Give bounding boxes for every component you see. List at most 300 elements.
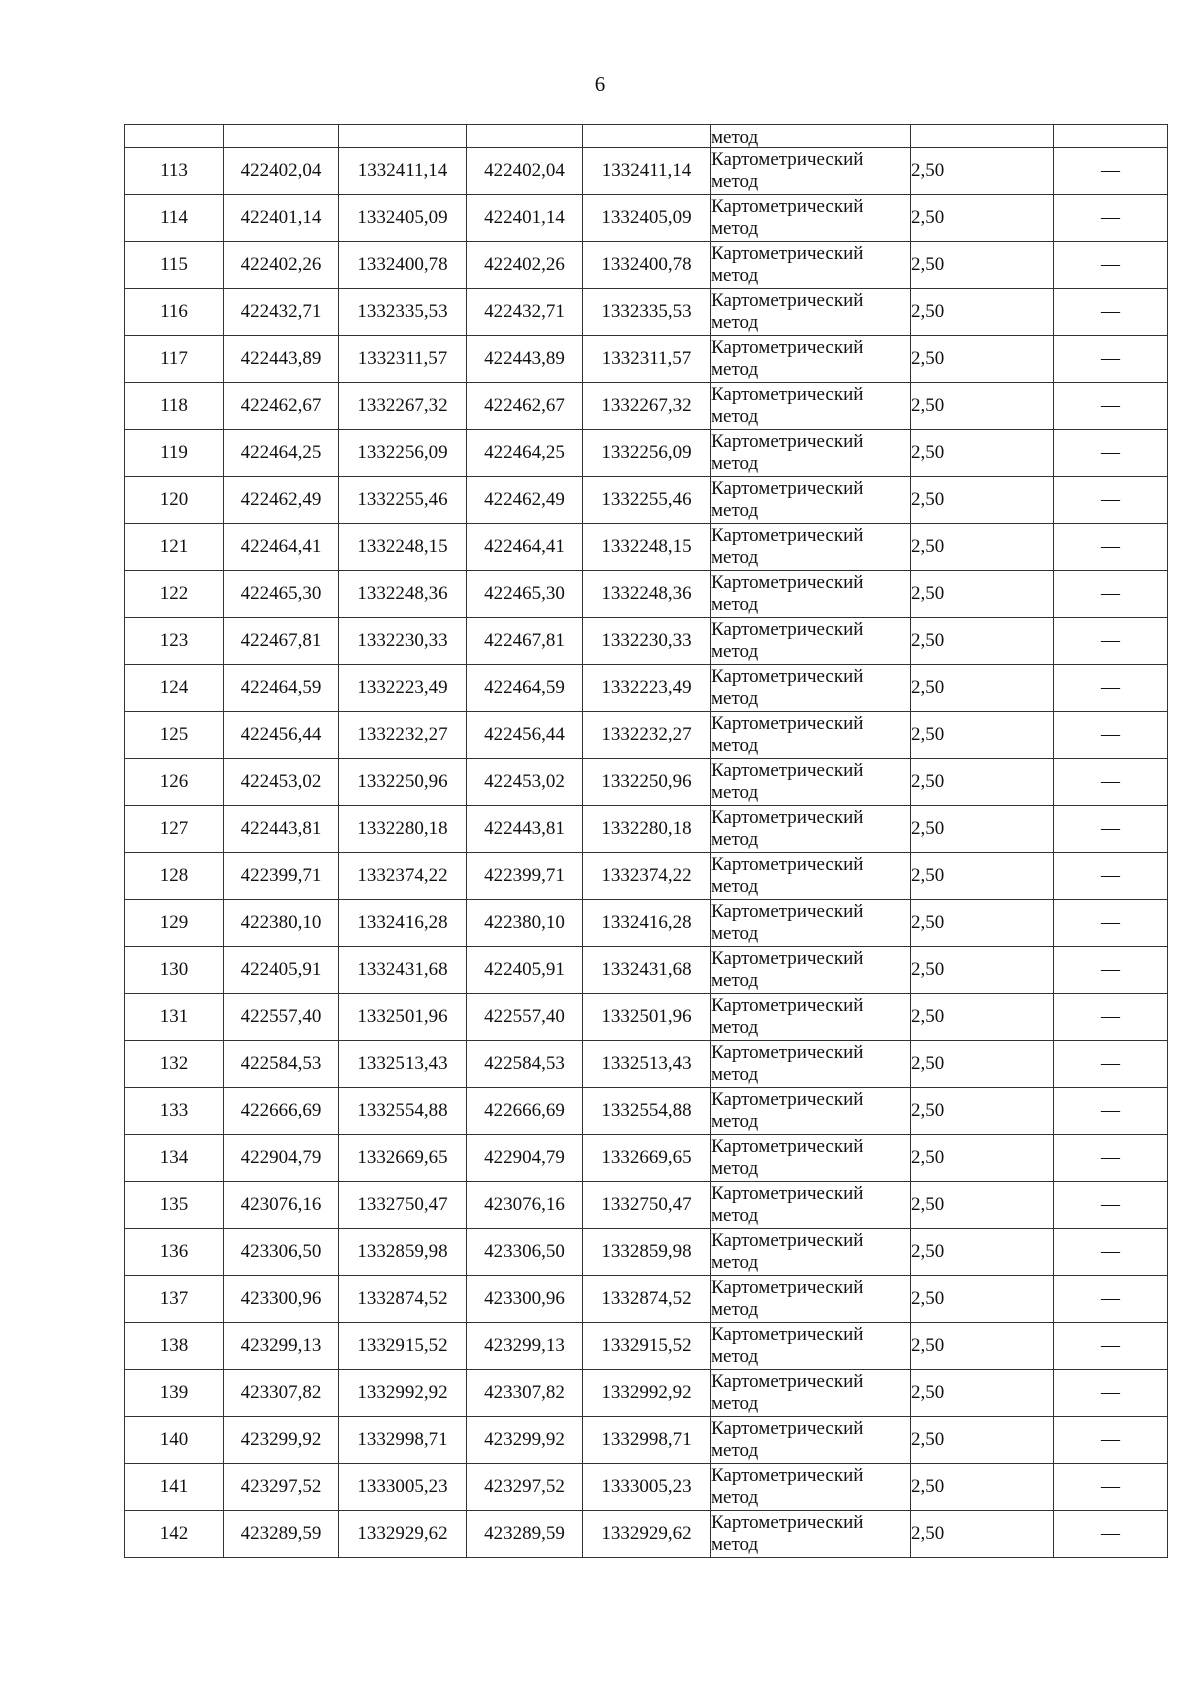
x-coordinate-cell: 422453,02 xyxy=(467,759,583,806)
method-cell xyxy=(711,806,911,853)
accuracy-cell: 2,50 xyxy=(911,430,1054,477)
method-line: метод xyxy=(711,688,759,709)
x-coordinate-cell: 422666,69 xyxy=(224,1088,339,1135)
accuracy-cell: 2,50 xyxy=(911,383,1054,430)
y-coordinate-cell: 1332248,15 xyxy=(583,524,711,571)
method-cell xyxy=(711,759,911,806)
y-coordinate-cell: 1333005,23 xyxy=(583,1464,711,1511)
method-line: метод xyxy=(711,1487,759,1508)
table-row xyxy=(125,571,1168,618)
table-row xyxy=(125,1229,1168,1276)
y-coordinate-cell: 1332250,96 xyxy=(583,759,711,806)
accuracy-cell: 2,50 xyxy=(911,618,1054,665)
x-coordinate-cell: 422464,59 xyxy=(467,665,583,712)
table-row xyxy=(125,1370,1168,1417)
method-line: Картометрический xyxy=(711,572,864,593)
method-cell xyxy=(711,1370,911,1417)
x-coordinate-cell: 423306,50 xyxy=(467,1229,583,1276)
y-coordinate-cell: 1332267,32 xyxy=(583,383,711,430)
y-coordinate-cell: 1332256,09 xyxy=(583,430,711,477)
point-number-cell: 127 xyxy=(125,806,224,853)
x-coordinate-cell: 422405,91 xyxy=(467,947,583,994)
table-row xyxy=(125,806,1168,853)
table-row xyxy=(125,524,1168,571)
y-coordinate-cell: 1332248,15 xyxy=(339,524,467,571)
accuracy-cell: 2,50 xyxy=(911,712,1054,759)
y-coordinate-cell: 1332280,18 xyxy=(339,806,467,853)
method-cell xyxy=(711,1229,911,1276)
y-coordinate-cell: 1332230,33 xyxy=(339,618,467,665)
accuracy-cell: 2,50 xyxy=(911,1182,1054,1229)
note-cell: — xyxy=(1054,1229,1168,1276)
note-cell: — xyxy=(1054,289,1168,336)
method-line: метод xyxy=(711,735,759,756)
y-coordinate-cell: 1332400,78 xyxy=(583,242,711,289)
table-row xyxy=(125,1135,1168,1182)
method-cell xyxy=(711,148,911,195)
y-coordinate-cell: 1332513,43 xyxy=(339,1041,467,1088)
x-coordinate-cell: 422456,44 xyxy=(467,712,583,759)
note-cell: — xyxy=(1054,1417,1168,1464)
y-coordinate-cell: 1332992,92 xyxy=(339,1370,467,1417)
y-coordinate-cell: 1332255,46 xyxy=(583,477,711,524)
method-cell xyxy=(711,1276,911,1323)
method-line: метод xyxy=(711,500,759,521)
table-row xyxy=(125,148,1168,195)
table-row xyxy=(125,1041,1168,1088)
point-number-cell: 120 xyxy=(125,477,224,524)
point-number-cell: 141 xyxy=(125,1464,224,1511)
y-coordinate-cell: 1332554,88 xyxy=(583,1088,711,1135)
x-coordinate-cell: 422904,79 xyxy=(467,1135,583,1182)
table-row xyxy=(125,1182,1168,1229)
method-cell xyxy=(711,524,911,571)
table-row xyxy=(125,1464,1168,1511)
coordinates-table-body xyxy=(125,125,1168,1558)
table-cell xyxy=(339,125,467,148)
y-coordinate-cell: 1332335,53 xyxy=(339,289,467,336)
y-coordinate-cell: 1332248,36 xyxy=(583,571,711,618)
point-number-cell: 113 xyxy=(125,148,224,195)
note-cell: — xyxy=(1054,477,1168,524)
table-row xyxy=(125,477,1168,524)
table-cell xyxy=(583,125,711,148)
x-coordinate-cell: 423297,52 xyxy=(467,1464,583,1511)
method-line: метод xyxy=(711,923,759,944)
accuracy-cell: 2,50 xyxy=(911,853,1054,900)
note-cell: — xyxy=(1054,195,1168,242)
method-line: метод xyxy=(711,1393,759,1414)
table-row xyxy=(125,430,1168,477)
method-line: Картометрический xyxy=(711,619,864,640)
y-coordinate-cell: 1332374,22 xyxy=(339,853,467,900)
table-row xyxy=(125,1276,1168,1323)
table-row xyxy=(125,336,1168,383)
x-coordinate-cell: 422380,10 xyxy=(224,900,339,947)
method-cell xyxy=(711,242,911,289)
table-row xyxy=(125,900,1168,947)
x-coordinate-cell: 423289,59 xyxy=(467,1511,583,1558)
table-row xyxy=(125,994,1168,1041)
y-coordinate-cell: 1332554,88 xyxy=(339,1088,467,1135)
point-number-cell: 122 xyxy=(125,571,224,618)
note-cell: — xyxy=(1054,571,1168,618)
method-line: Картометрический xyxy=(711,1089,864,1110)
x-coordinate-cell: 422462,49 xyxy=(467,477,583,524)
accuracy-cell: 2,50 xyxy=(911,477,1054,524)
method-line: Картометрический xyxy=(711,760,864,781)
point-number-cell: 137 xyxy=(125,1276,224,1323)
method-line: Картометрический xyxy=(711,478,864,499)
note-cell: — xyxy=(1054,242,1168,289)
x-coordinate-cell: 422432,71 xyxy=(467,289,583,336)
note-cell: — xyxy=(1054,994,1168,1041)
method-cell xyxy=(711,571,911,618)
x-coordinate-cell: 422462,67 xyxy=(224,383,339,430)
x-coordinate-cell: 422462,67 xyxy=(467,383,583,430)
accuracy-cell: 2,50 xyxy=(911,242,1054,289)
y-coordinate-cell: 1332232,27 xyxy=(583,712,711,759)
point-number-cell: 117 xyxy=(125,336,224,383)
y-coordinate-cell: 1332513,43 xyxy=(583,1041,711,1088)
y-coordinate-cell: 1332232,27 xyxy=(339,712,467,759)
table-cell xyxy=(224,125,339,148)
note-cell: — xyxy=(1054,336,1168,383)
x-coordinate-cell: 422380,10 xyxy=(467,900,583,947)
y-coordinate-cell: 1332998,71 xyxy=(583,1417,711,1464)
point-number-cell: 116 xyxy=(125,289,224,336)
note-cell: — xyxy=(1054,1182,1168,1229)
y-coordinate-cell: 1332405,09 xyxy=(339,195,467,242)
method-line: метод xyxy=(711,1017,759,1038)
table-row xyxy=(125,759,1168,806)
x-coordinate-cell: 422464,25 xyxy=(467,430,583,477)
note-cell: — xyxy=(1054,947,1168,994)
method-line: Картометрический xyxy=(711,1042,864,1063)
table-row xyxy=(125,618,1168,665)
note-cell: — xyxy=(1054,853,1168,900)
x-coordinate-cell: 423307,82 xyxy=(467,1370,583,1417)
note-cell: — xyxy=(1054,1323,1168,1370)
accuracy-cell: 2,50 xyxy=(911,336,1054,383)
table-row xyxy=(125,289,1168,336)
y-coordinate-cell: 1332223,49 xyxy=(339,665,467,712)
y-coordinate-cell: 1332248,36 xyxy=(339,571,467,618)
method-line: Картометрический xyxy=(711,1371,864,1392)
x-coordinate-cell: 423307,82 xyxy=(224,1370,339,1417)
method-line: метод xyxy=(711,876,759,897)
method-line: Картометрический xyxy=(711,243,864,264)
x-coordinate-cell: 422465,30 xyxy=(467,571,583,618)
method-line: метод xyxy=(711,547,759,568)
method-line: метод xyxy=(711,1346,759,1367)
y-coordinate-cell: 1332416,28 xyxy=(339,900,467,947)
y-coordinate-cell: 1332411,14 xyxy=(339,148,467,195)
method-line: Картометрический xyxy=(711,337,864,358)
point-number-cell: 135 xyxy=(125,1182,224,1229)
y-coordinate-cell: 1332859,98 xyxy=(339,1229,467,1276)
y-coordinate-cell: 1333005,23 xyxy=(339,1464,467,1511)
method-cell xyxy=(711,1417,911,1464)
y-coordinate-cell: 1332929,62 xyxy=(339,1511,467,1558)
x-coordinate-cell: 422453,02 xyxy=(224,759,339,806)
accuracy-cell: 2,50 xyxy=(911,947,1054,994)
accuracy-cell: 2,50 xyxy=(911,289,1054,336)
x-coordinate-cell: 422402,26 xyxy=(467,242,583,289)
method-line: метод xyxy=(711,1111,759,1132)
x-coordinate-cell: 423076,16 xyxy=(224,1182,339,1229)
accuracy-cell: 2,50 xyxy=(911,900,1054,947)
method-line: метод xyxy=(711,829,759,850)
method-cell: метод xyxy=(711,125,911,148)
method-cell xyxy=(711,1182,911,1229)
method-cell xyxy=(711,1135,911,1182)
y-coordinate-cell: 1332374,22 xyxy=(583,853,711,900)
x-coordinate-cell: 422443,81 xyxy=(224,806,339,853)
note-cell: — xyxy=(1054,759,1168,806)
x-coordinate-cell: 422464,25 xyxy=(224,430,339,477)
note-cell: — xyxy=(1054,806,1168,853)
y-coordinate-cell: 1332669,65 xyxy=(583,1135,711,1182)
table-row xyxy=(125,947,1168,994)
accuracy-cell: 2,50 xyxy=(911,759,1054,806)
note-cell: — xyxy=(1054,1464,1168,1511)
table-cell xyxy=(1054,125,1168,148)
x-coordinate-cell: 422402,04 xyxy=(224,148,339,195)
y-coordinate-cell: 1332750,47 xyxy=(583,1182,711,1229)
point-number-cell: 114 xyxy=(125,195,224,242)
x-coordinate-cell: 422401,14 xyxy=(467,195,583,242)
point-number-cell: 132 xyxy=(125,1041,224,1088)
point-number-cell: 139 xyxy=(125,1370,224,1417)
x-coordinate-cell: 423299,92 xyxy=(467,1417,583,1464)
accuracy-cell: 2,50 xyxy=(911,1464,1054,1511)
x-coordinate-cell: 423297,52 xyxy=(224,1464,339,1511)
accuracy-cell: 2,50 xyxy=(911,195,1054,242)
x-coordinate-cell: 423076,16 xyxy=(467,1182,583,1229)
point-number-cell: 125 xyxy=(125,712,224,759)
method-line: метод xyxy=(711,1299,759,1320)
x-coordinate-cell: 422402,26 xyxy=(224,242,339,289)
note-cell: — xyxy=(1054,665,1168,712)
table-row xyxy=(125,712,1168,759)
method-line: метод xyxy=(711,594,759,615)
x-coordinate-cell: 422443,81 xyxy=(467,806,583,853)
point-number-cell: 124 xyxy=(125,665,224,712)
x-coordinate-cell: 422464,41 xyxy=(467,524,583,571)
method-line: Картометрический xyxy=(711,1324,864,1345)
y-coordinate-cell: 1332669,65 xyxy=(339,1135,467,1182)
method-cell xyxy=(711,712,911,759)
x-coordinate-cell: 422399,71 xyxy=(224,853,339,900)
table-row xyxy=(125,853,1168,900)
method-cell xyxy=(711,853,911,900)
note-cell: — xyxy=(1054,1370,1168,1417)
method-cell xyxy=(711,477,911,524)
table-row xyxy=(125,1511,1168,1558)
x-coordinate-cell: 422443,89 xyxy=(467,336,583,383)
x-coordinate-cell: 423300,96 xyxy=(467,1276,583,1323)
y-coordinate-cell: 1332998,71 xyxy=(339,1417,467,1464)
method-cell xyxy=(711,336,911,383)
note-cell: — xyxy=(1054,712,1168,759)
table-row xyxy=(125,1323,1168,1370)
x-coordinate-cell: 422456,44 xyxy=(224,712,339,759)
y-coordinate-cell: 1332874,52 xyxy=(583,1276,711,1323)
method-line: Картометрический xyxy=(711,901,864,922)
y-coordinate-cell: 1332256,09 xyxy=(339,430,467,477)
y-coordinate-cell: 1332411,14 xyxy=(583,148,711,195)
note-cell: — xyxy=(1054,524,1168,571)
method-line: метод xyxy=(711,641,759,662)
method-cell xyxy=(711,195,911,242)
method-line: метод xyxy=(711,359,759,380)
method-line: Картометрический xyxy=(711,525,864,546)
method-line: метод xyxy=(711,1440,759,1461)
table-row xyxy=(125,1088,1168,1135)
method-line: Картометрический xyxy=(711,854,864,875)
method-line: метод xyxy=(711,1252,759,1273)
x-coordinate-cell: 423299,13 xyxy=(467,1323,583,1370)
x-coordinate-cell: 422904,79 xyxy=(224,1135,339,1182)
x-coordinate-cell: 423306,50 xyxy=(224,1229,339,1276)
method-cell xyxy=(711,383,911,430)
method-line: Картометрический xyxy=(711,1136,864,1157)
point-number-cell: 128 xyxy=(125,853,224,900)
x-coordinate-cell: 423299,92 xyxy=(224,1417,339,1464)
method-line: Картометрический xyxy=(711,384,864,405)
point-number-cell: 130 xyxy=(125,947,224,994)
method-cell xyxy=(711,430,911,477)
method-cell xyxy=(711,1511,911,1558)
note-cell: — xyxy=(1054,1088,1168,1135)
method-cell xyxy=(711,1464,911,1511)
x-coordinate-cell: 422584,53 xyxy=(467,1041,583,1088)
method-line: метод xyxy=(711,453,759,474)
x-coordinate-cell: 422399,71 xyxy=(467,853,583,900)
y-coordinate-cell: 1332874,52 xyxy=(339,1276,467,1323)
y-coordinate-cell: 1332992,92 xyxy=(583,1370,711,1417)
y-coordinate-cell: 1332280,18 xyxy=(583,806,711,853)
x-coordinate-cell: 422401,14 xyxy=(224,195,339,242)
table-row xyxy=(125,383,1168,430)
table-row xyxy=(125,242,1168,289)
method-line: Картометрический xyxy=(711,1512,864,1533)
method-line: Картометрический xyxy=(711,196,864,217)
x-coordinate-cell: 422462,49 xyxy=(224,477,339,524)
method-cell xyxy=(711,994,911,1041)
method-line: Картометрический xyxy=(711,149,864,170)
x-coordinate-cell: 422432,71 xyxy=(224,289,339,336)
point-number-cell: 134 xyxy=(125,1135,224,1182)
accuracy-cell: 2,50 xyxy=(911,524,1054,571)
y-coordinate-cell: 1332311,57 xyxy=(339,336,467,383)
point-number-cell: 138 xyxy=(125,1323,224,1370)
point-number-cell: 118 xyxy=(125,383,224,430)
y-coordinate-cell: 1332267,32 xyxy=(339,383,467,430)
accuracy-cell: 2,50 xyxy=(911,1370,1054,1417)
method-line: Картометрический xyxy=(711,807,864,828)
method-cell xyxy=(711,1323,911,1370)
x-coordinate-cell: 422464,59 xyxy=(224,665,339,712)
method-line: метод xyxy=(711,970,759,991)
method-line: метод xyxy=(711,1534,759,1555)
point-number-cell: 142 xyxy=(125,1511,224,1558)
point-number-cell: 133 xyxy=(125,1088,224,1135)
table-cell xyxy=(911,125,1054,148)
y-coordinate-cell: 1332223,49 xyxy=(583,665,711,712)
y-coordinate-cell: 1332250,96 xyxy=(339,759,467,806)
y-coordinate-cell: 1332915,52 xyxy=(583,1323,711,1370)
accuracy-cell: 2,50 xyxy=(911,1135,1054,1182)
x-coordinate-cell: 422405,91 xyxy=(224,947,339,994)
method-line: Картометрический xyxy=(711,713,864,734)
point-number-cell: 136 xyxy=(125,1229,224,1276)
point-number-cell: 126 xyxy=(125,759,224,806)
y-coordinate-cell: 1332750,47 xyxy=(339,1182,467,1229)
method-line: метод xyxy=(711,1158,759,1179)
method-cell xyxy=(711,900,911,947)
method-line: Картометрический xyxy=(711,1183,864,1204)
method-line: метод xyxy=(711,312,759,333)
note-cell: — xyxy=(1054,383,1168,430)
method-line: Картометрический xyxy=(711,290,864,311)
x-coordinate-cell: 423299,13 xyxy=(224,1323,339,1370)
method-line: Картометрический xyxy=(711,666,864,687)
y-coordinate-cell: 1332929,62 xyxy=(583,1511,711,1558)
continuation-row xyxy=(125,125,1168,148)
y-coordinate-cell: 1332416,28 xyxy=(583,900,711,947)
point-number-cell: 115 xyxy=(125,242,224,289)
accuracy-cell: 2,50 xyxy=(911,148,1054,195)
note-cell: — xyxy=(1054,148,1168,195)
point-number-cell: 129 xyxy=(125,900,224,947)
accuracy-cell: 2,50 xyxy=(911,665,1054,712)
x-coordinate-cell: 422464,41 xyxy=(224,524,339,571)
y-coordinate-cell: 1332431,68 xyxy=(583,947,711,994)
method-line: Картометрический xyxy=(711,1465,864,1486)
method-line: метод xyxy=(711,265,759,286)
accuracy-cell: 2,50 xyxy=(911,806,1054,853)
note-cell: — xyxy=(1054,1276,1168,1323)
point-number-cell: 119 xyxy=(125,430,224,477)
method-cell xyxy=(711,289,911,336)
x-coordinate-cell: 422467,81 xyxy=(467,618,583,665)
method-line: Картометрический xyxy=(711,1230,864,1251)
x-coordinate-cell: 422467,81 xyxy=(224,618,339,665)
table-row xyxy=(125,195,1168,242)
x-coordinate-cell: 422465,30 xyxy=(224,571,339,618)
table-cell xyxy=(467,125,583,148)
y-coordinate-cell: 1332859,98 xyxy=(583,1229,711,1276)
y-coordinate-cell: 1332501,96 xyxy=(339,994,467,1041)
accuracy-cell: 2,50 xyxy=(911,1276,1054,1323)
x-coordinate-cell: 423289,59 xyxy=(224,1511,339,1558)
accuracy-cell: 2,50 xyxy=(911,1041,1054,1088)
accuracy-cell: 2,50 xyxy=(911,1088,1054,1135)
method-line: метод xyxy=(711,782,759,803)
method-cell xyxy=(711,1041,911,1088)
method-line: Картометрический xyxy=(711,1418,864,1439)
y-coordinate-cell: 1332335,53 xyxy=(583,289,711,336)
accuracy-cell: 2,50 xyxy=(911,571,1054,618)
method-cell xyxy=(711,618,911,665)
table-row xyxy=(125,665,1168,712)
method-line: Картометрический xyxy=(711,995,864,1016)
method-line: метод xyxy=(711,218,759,239)
y-coordinate-cell: 1332915,52 xyxy=(339,1323,467,1370)
note-cell: — xyxy=(1054,1135,1168,1182)
